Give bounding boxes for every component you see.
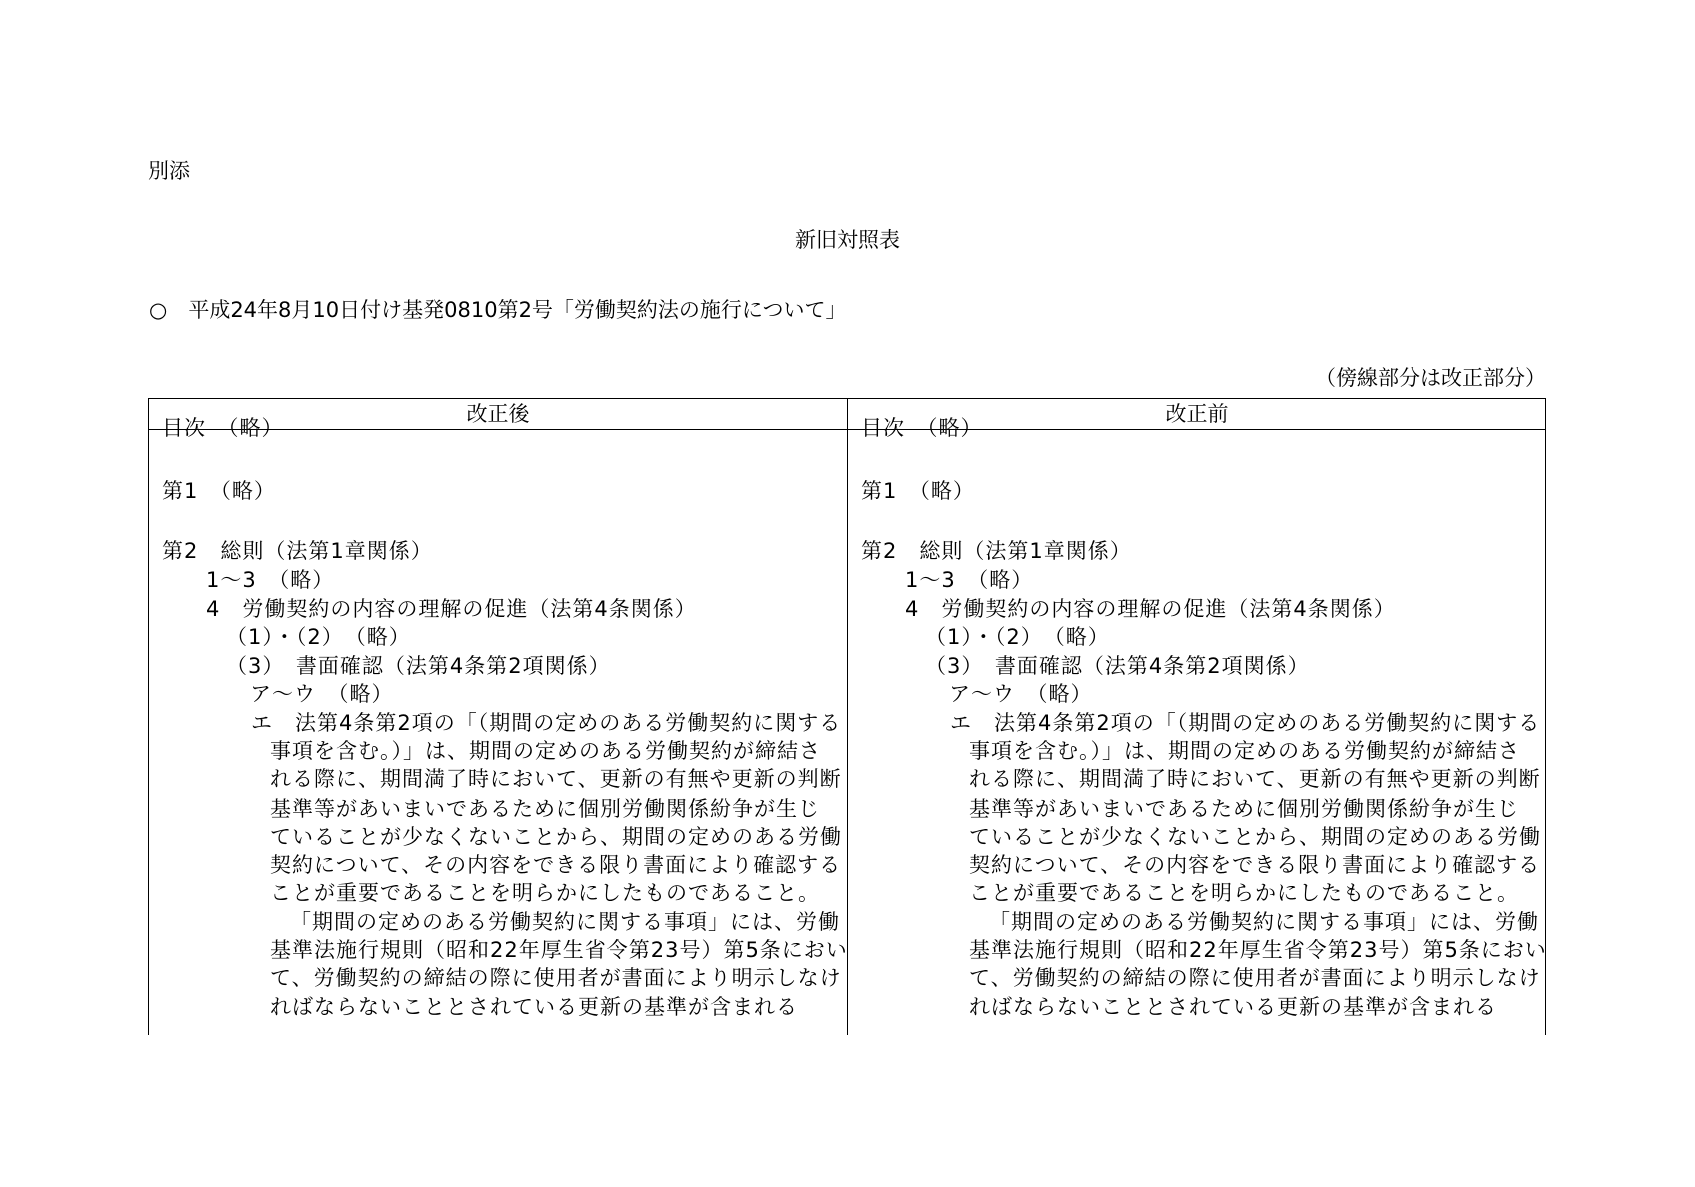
table-line: （3） 書面確認（法第4条第2項関係） — [925, 654, 1310, 678]
comparison-table — [148, 398, 1546, 1035]
table-line: （3） 書面確認（法第4条第2項関係） — [226, 654, 611, 678]
table-line: 第1 （略） — [861, 479, 975, 503]
table-line: 契約について、その内容をできる限り書面により確認する — [969, 853, 1541, 877]
table-line: エ 法第4条第2項の「（期間の定めのある労働契約に関する — [251, 711, 842, 735]
table-line: 契約について、その内容をできる限り書面により確認する — [270, 853, 842, 877]
table-line: ていることが少なくないことから、期間の定めのある労働 — [270, 825, 842, 849]
table-line: エ 法第4条第2項の「（期間の定めのある労働契約に関する — [950, 711, 1541, 735]
table-line: 目次 （略） — [162, 416, 284, 440]
table-line: 1〜3 （略） — [206, 568, 335, 592]
table-line: 「期間の定めのある労働契約に関する事項」には、労働 — [989, 910, 1539, 934]
table-line: 第2 総則（法第1章関係） — [861, 539, 1132, 563]
table-line: 4 労働契約の内容の理解の促進（法第4条関係） — [905, 597, 1396, 621]
column-before-revision — [848, 399, 1546, 1036]
table-line: 第2 総則（法第1章関係） — [162, 539, 433, 563]
table-line: 基準等があいまいであるために個別労働関係紛争が生じ — [969, 797, 1519, 821]
table-line: れる際に、期間満了時において、更新の有無や更新の判断 — [969, 767, 1541, 791]
table-line: 第1 （略） — [162, 479, 276, 503]
table-line: ればならないこととされている更新の基準が含まれる — [969, 995, 1497, 1019]
table-line: 目次 （略） — [861, 416, 983, 440]
table-line: 4 労働契約の内容の理解の促進（法第4条関係） — [206, 597, 697, 621]
table-line: ことが重要であることを明らかにしたものであること。 — [969, 881, 1519, 905]
table-line: （1）・（2） （略） — [226, 625, 411, 649]
attachment-label: 別添 — [148, 159, 190, 183]
table-line: れる際に、期間満了時において、更新の有無や更新の判断 — [270, 767, 842, 791]
table-line: ア〜ウ （略） — [250, 682, 394, 706]
table-line: 基準法施行規則（昭和22年厚生省令第23号）第5条におい — [969, 938, 1547, 962]
header-after-revision: 改正後 — [466, 402, 530, 426]
underline-note: （傍線部分は改正部分） — [1315, 366, 1546, 390]
table-line: ていることが少なくないことから、期間の定めのある労働 — [969, 825, 1541, 849]
table-line: 事項を含む。）」は、期間の定めのある労働契約が締結さ — [969, 739, 1520, 763]
column-after-revision — [149, 399, 847, 1036]
table-line: て、労働契約の締結の際に使用者が書面により明示しなけ — [270, 966, 842, 990]
table-line: ことが重要であることを明らかにしたものであること。 — [270, 881, 820, 905]
table-line: 基準等があいまいであるために個別労働関係紛争が生じ — [270, 797, 820, 821]
table-line: 事項を含む。）」は、期間の定めのある労働契約が締結さ — [270, 739, 821, 763]
table-line: て、労働契約の締結の際に使用者が書面により明示しなけ — [969, 966, 1541, 990]
table-line: 「期間の定めのある労働契約に関する事項」には、労働 — [290, 910, 840, 934]
table-line: 1〜3 （略） — [905, 568, 1034, 592]
subject-line: ○ 平成24年8月10日付け基発0810第2号「労働契約法の施行について」 — [149, 298, 847, 322]
document-title: 新旧対照表 — [795, 228, 900, 252]
table-line: ア〜ウ （略） — [949, 682, 1093, 706]
table-line: ればならないこととされている更新の基準が含まれる — [270, 995, 798, 1019]
header-before-revision: 改正前 — [1165, 402, 1229, 426]
table-line: 基準法施行規則（昭和22年厚生省令第23号）第5条におい — [270, 938, 848, 962]
table-line: （1）・（2） （略） — [925, 625, 1110, 649]
